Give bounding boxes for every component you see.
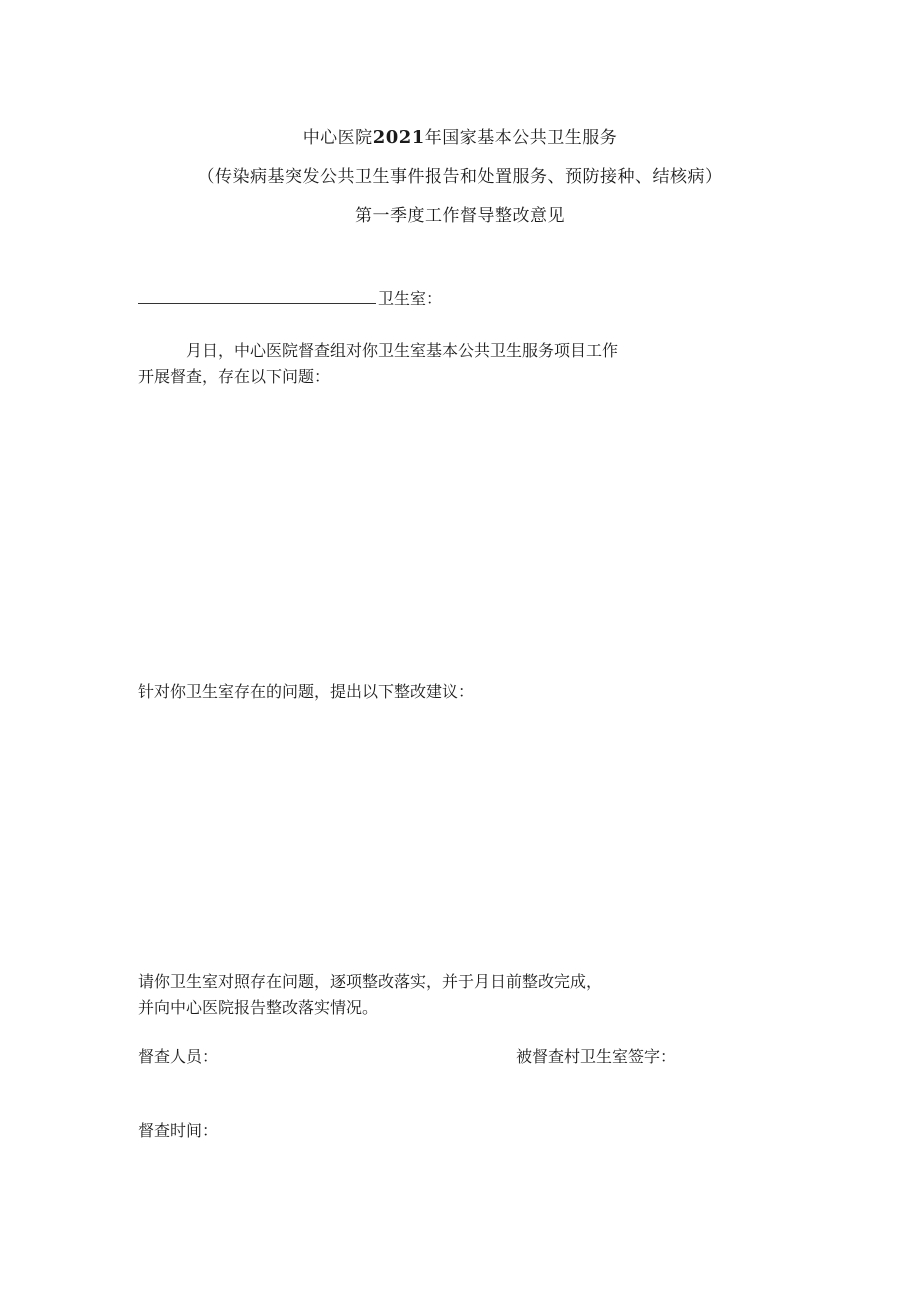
title-suffix: 年国家基本公共卫生服务	[424, 128, 618, 148]
inspection-time-label: 督查时间：	[138, 1121, 219, 1140]
document-title-line2: （传染病基突发公共卫生事件报告和处置服务、预防接种、结核病）	[197, 167, 723, 187]
addressee-line	[138, 286, 442, 309]
inspector-label: 督查人员：	[138, 1047, 219, 1066]
addressee-suffix: 卫生室：	[378, 289, 443, 308]
intro-line1: 月日，中心医院督查组对你卫生室基本公共卫生服务项目工作	[186, 341, 619, 360]
title-year: 2021	[372, 127, 425, 148]
title-prefix: 中心医院	[302, 128, 373, 148]
suggestions-heading: 针对你卫生室存在的问题，提出以下整改建议：	[138, 682, 475, 701]
clinic-sign-label: 被督查村卫生室签字：	[516, 1047, 677, 1066]
document-title-line3: 第一季度工作督导整改意见	[355, 206, 565, 226]
addressee-blank	[138, 289, 376, 304]
closing-line1: 请你卫生室对照存在问题，逐项整改落实，并于月日前整改完成，	[138, 972, 603, 991]
intro-line2: 开展督查，存在以下问题：	[138, 367, 331, 386]
closing-line2: 并向中心医院报告整改落实情况。	[138, 998, 379, 1017]
document-title-line1	[0, 123, 920, 148]
